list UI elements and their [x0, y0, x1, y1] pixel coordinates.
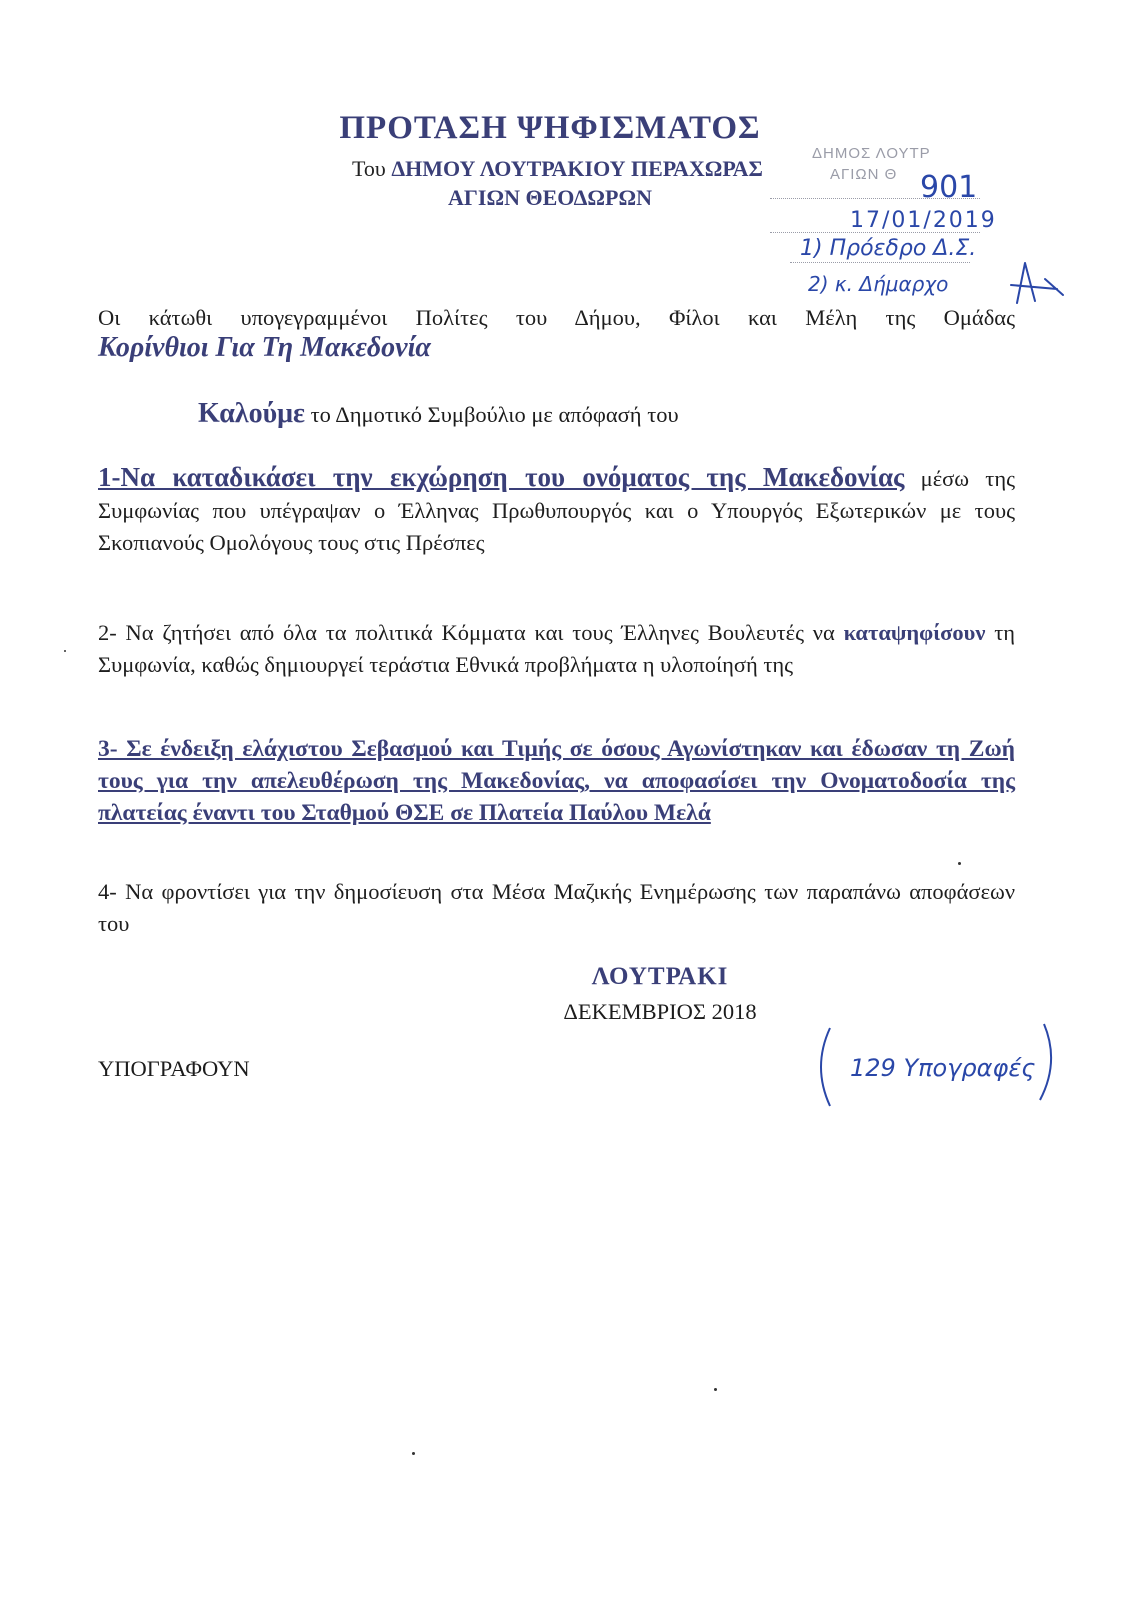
point-2-keyword: καταψηφίσουν — [843, 620, 986, 645]
point-1-text: μέσω της Συμφωνίας που υπέγραψαν ο Έλληνας Πρωθυπουργός και ο Υπουργός Εξωτερικών με τους Σκοπιανούς Ομολόγους τους στις Πρέσπες — [98, 466, 1016, 555]
issuer-name: ΔΗΜΟΥ ΛΟΥΤΡΑΚΙΟΥ ΠΕΡΑΧΩΡΑΣ — [391, 156, 763, 181]
scan-speck — [412, 1452, 415, 1455]
registration-date: 17/01/2019 — [850, 208, 997, 233]
point-3: 3- Σε ένδειξη ελάχιστου Σεβασμού και Τιμής σε όσους Αγωνίστηκαν και έδωσαν τη Ζωή τους για την απελευθέρωση της Μακεδονίας, να αποφασίσει την Ονοματοδοσία της πλατείας έναντι του Σταθμού ΘΣΕ σε Πλατεία Παύλου Μελά — [98, 736, 1015, 826]
scan-speck — [958, 862, 961, 865]
point-4: 4- Να φροντίσει για την δημοσίευση στα Μέσα Μαζικής Ενημέρωσης των παραπάνω αποφάσεων του — [98, 879, 1015, 936]
call-keyword: Καλούμε — [198, 398, 305, 429]
place-name: ΛΟΥΤΡΑΚΙ — [591, 963, 729, 990]
routing-note-1: 1) Πρόεδρο Δ.Σ. — [800, 236, 977, 261]
stamp-dotted-line — [790, 262, 970, 263]
call-text: το Δημοτικό Συμβούλιο με απόφασή του — [310, 402, 679, 427]
issuer-line-1 — [352, 156, 763, 182]
point-1-heading: 1-Να καταδικάσει την εκχώρηση του ονόματος της Μακεδονίας — [98, 462, 905, 492]
scan-speck — [714, 1388, 717, 1391]
point-2-text-a: 2- Να ζητήσει από όλα τα πολιτικά Κόμματα και τους Έλληνες Βουλευτές να — [98, 620, 835, 645]
issuer-line-2: ΑΓΙΩΝ ΘΕΟΔΩΡΩΝ — [448, 185, 652, 210]
document-date: ΔΕΚΕΜΒΡΙΟΣ 2018 — [563, 999, 757, 1024]
group-name: Κορίνθιοι Για Τη Μακεδονία — [98, 332, 431, 363]
stamp-line-1: ΔΗΜΟΣ ΛΟΥΤΡ — [812, 145, 931, 162]
issuer-prefix: Του — [352, 156, 386, 181]
signature-count: 129 Υπογραφές — [850, 1054, 1036, 1082]
point-1 — [98, 461, 1015, 559]
call-sentence — [198, 398, 679, 430]
stamp-line-2: ΑΓΙΩΝ Θ — [830, 166, 898, 183]
point-2-text-b: τη Συμφωνία, καθώς δημιουργεί τεράστια Εθνικά προβλήματα η υλοποίησή της — [98, 620, 1016, 677]
routing-note-2: 2) κ. Δήμαρχο — [808, 272, 949, 296]
document-title: ΠΡΟΤΑΣΗ ΨΗΦΙΣΜΑΤΟΣ — [339, 110, 761, 146]
signers-label: ΥΠΟΓΡΑΦΟΥΝ — [98, 1056, 250, 1081]
scan-speck — [64, 650, 66, 652]
point-2 — [98, 617, 1015, 681]
registration-number: 901 — [920, 170, 978, 205]
intro-text: Οι κάτωθι υπογεγραμμένοι Πολίτες του Δήμου, Φίλοι και Μέλη της Ομάδας — [98, 305, 1015, 330]
